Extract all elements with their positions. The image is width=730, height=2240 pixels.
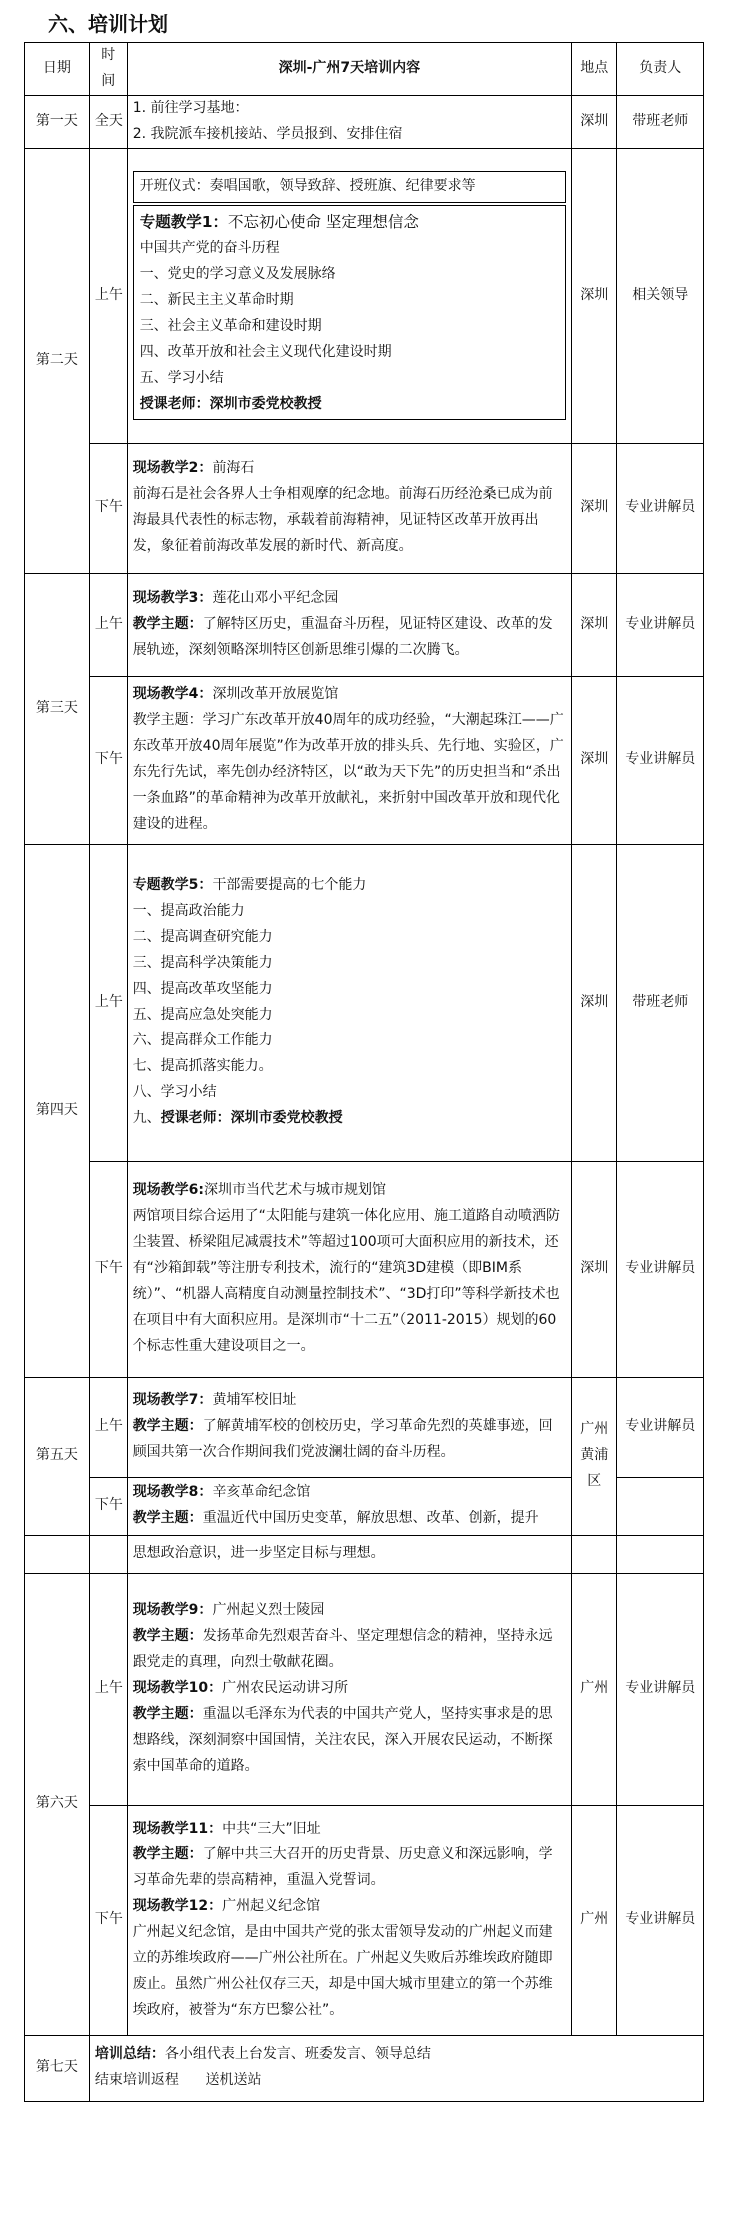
site-8-label: 现场教学8： (132, 1484, 213, 1501)
day3-am-content (127, 573, 571, 676)
day7-label: 第七天 (25, 2035, 90, 2101)
day5-pm-time: 下午 (89, 1477, 127, 1535)
site-7-label: 现场教学7： (132, 1392, 213, 1409)
day3-pm-content (127, 676, 571, 844)
site-2-desc: 前海石是社会各界人士争相观摩的纪念地。前海石历经沧桑已成为前海最具代表性的标志物，承载着前海精神，见证特区改革开放再出发，象征着前海改革发展的新时代、新高度。 (132, 486, 553, 554)
site-7-title: 黄埔军校旧址 (212, 1392, 297, 1409)
site-10-label: 现场教学10： (132, 1680, 223, 1697)
day2-am-content (127, 148, 571, 443)
lecture-1-line: 四、改革开放和社会主义现代化建设时期 (139, 343, 392, 360)
header-row (25, 43, 704, 96)
lecture-5-line: 一、提高政治能力 (132, 903, 245, 919)
site-4-desc: 教学主题：学习广东改革开放40周年的成功经验，“大潮起珠江——广东改革开放40周年展览”作为改革开放的排头兵、先行地、实验区，广东先行先试，率先创办经济特区，以“敢为天下先”的历史担当和“杀出一条血路”的革命精神为改革开放献礼，来折射中国改革开放和现代化建设的进程。 (132, 712, 564, 832)
day6-pm-row (25, 1805, 704, 2035)
lecture-5-line: 三、提高科学决策能力 (132, 954, 273, 971)
day4-am-time: 上午 (89, 844, 127, 1161)
day5-place-line: 黄浦 (580, 1447, 609, 1464)
day2-label: 第二天 (25, 148, 90, 573)
day4-pm-owner: 专业讲解员 (617, 1161, 704, 1377)
lecture-1-line: 一、党史的学习意义及发展脉络 (139, 266, 336, 283)
day1-owner: 带班老师 (617, 95, 704, 148)
site-12-label: 现场教学12： (132, 1898, 223, 1915)
day1-line: 1. 前往学习基地： (132, 99, 249, 116)
lecture-5-line: 四、提高改革攻坚能力 (132, 980, 273, 997)
day4-am-content (127, 844, 571, 1161)
lecture-5-teacher-prefix: 九、 (132, 1110, 161, 1127)
site-7-theme-label: 教学主题： (132, 1418, 203, 1435)
day2-am-owner: 相关领导 (617, 148, 704, 443)
summary-label: 培训总结： (94, 2046, 165, 2063)
day5-am-content (127, 1377, 571, 1477)
day6-am-content (127, 1573, 571, 1805)
lecture-5-line: 八、学习小结 (132, 1084, 217, 1101)
header-content: 深圳-广州7天培训内容 (127, 43, 571, 96)
site-3-title: 莲花山邓小平纪念园 (212, 589, 339, 606)
header-time: 时间 (89, 43, 127, 96)
day4-am-place: 深圳 (572, 844, 617, 1161)
day3-pm-time: 下午 (89, 676, 127, 844)
header-place: 地点 (572, 43, 617, 96)
day3-am-row (25, 573, 704, 676)
site-12-title: 广州起义纪念馆 (222, 1898, 321, 1915)
blank-cell (572, 1535, 617, 1573)
day6-am-time: 上午 (89, 1573, 127, 1805)
day6-am-owner: 专业讲解员 (617, 1573, 704, 1805)
day5-am-row (25, 1377, 704, 1477)
site-9-theme-label: 教学主题： (132, 1628, 203, 1645)
site-11-theme-label: 教学主题： (132, 1846, 203, 1863)
day4-am-row (25, 844, 704, 1161)
day2-pm-place: 深圳 (572, 443, 617, 573)
day1-row (25, 95, 704, 148)
summary-text: 各小组代表上台发言、班委发言、领导总结 (164, 2046, 431, 2063)
day4-label: 第四天 (25, 844, 90, 1377)
site-8-theme-cont: 思想政治意识，进一步坚定目标与理想。 (127, 1535, 571, 1573)
site-8-theme-label: 教学主题： (132, 1510, 203, 1527)
site-8-title: 辛亥革命纪念馆 (212, 1484, 311, 1501)
lecture-1-title: 不忘初心使命 坚定理想信念 (227, 212, 419, 231)
site-8-theme: 重温近代中国历史变革，解放思想、改革、创新，提升 (202, 1510, 539, 1527)
lecture-1-line: 五、学习小结 (139, 369, 224, 386)
site-10-theme: 重温以毛泽东为代表的中国共产党人，坚持实事求是的思想路线，深刻洞察中国国情，关注农民，深入开展农民运动，不断探索中国革命的道路。 (132, 1706, 553, 1774)
lecture-1-label: 专题教学1： (139, 212, 228, 231)
day2-am-time: 上午 (89, 148, 127, 443)
site-6-label: 现场教学6: (132, 1182, 205, 1199)
opening-ceremony: 开班仪式：奏唱国歌，领导致辞、授班旗、纪律要求等 (133, 171, 566, 203)
day6-am-row (25, 1573, 704, 1805)
end-line: 结束培训返程 送机送站 (94, 2072, 262, 2089)
site-4-title: 深圳改革开放展览馆 (212, 686, 339, 703)
site-2-label: 现场教学2： (132, 460, 213, 477)
day5-pm-owner-empty (617, 1477, 704, 1535)
blank-cell (25, 1535, 90, 1573)
blank-cell (89, 1535, 127, 1573)
lecture-1 (133, 205, 566, 421)
lecture-5-line: 六、提高群众工作能力 (132, 1032, 273, 1049)
day2-pm-time: 下午 (89, 443, 127, 573)
lecture-5-line: 七、提高抓落实能力。 (132, 1058, 273, 1075)
lecture-1-teacher: 授课老师：深圳市委党校教授 (139, 395, 322, 412)
day1-line: 2. 我院派车接机接站、学员报到、安排住宿 (132, 125, 403, 142)
site-3-theme: 了解特区历史，重温奋斗历程，见证特区建设、改革的发展轨迹，深刻领略深圳特区创新思维引爆的二次腾飞。 (132, 615, 553, 658)
day6-pm-content (127, 1805, 571, 2035)
training-plan-table (24, 42, 704, 2102)
day5-pm-content (127, 1477, 571, 1535)
continuation-row (25, 1535, 704, 1573)
site-2-title: 前海石 (212, 460, 255, 477)
day5-label: 第五天 (25, 1377, 90, 1535)
day2-pm-row (25, 443, 704, 573)
site-11-theme: 了解中共三大召开的历史背景、历史意义和深远影响，学习革命先辈的崇高精神，重温入党誓词。 (132, 1846, 553, 1889)
header-owner: 负责人 (617, 43, 704, 96)
header-date: 日期 (25, 43, 90, 96)
site-11-title: 中共“三大”旧址 (222, 1820, 321, 1837)
day7-row (25, 2035, 704, 2101)
day4-pm-content (127, 1161, 571, 1377)
lecture-5-line: 五、提高应急处突能力 (132, 1006, 273, 1023)
day2-am-row (25, 148, 704, 443)
day7-content (89, 2035, 703, 2101)
lecture-5-label: 专题教学5： (132, 877, 213, 894)
lecture-5-line: 二、提高调查研究能力 (132, 928, 273, 945)
day3-am-place: 深圳 (572, 573, 617, 676)
site-9-title: 广州起义烈士陵园 (212, 1602, 325, 1619)
day1-content (127, 95, 571, 148)
day5-place-line: 广州 (580, 1421, 609, 1438)
site-7-theme: 了解黄埔军校的创校历史，学习革命先烈的英雄事迹，回顾国共第一次合作期间我们党波澜壮阔的奋斗历程。 (132, 1418, 553, 1460)
day2-pm-owner: 专业讲解员 (617, 443, 704, 573)
lecture-5-teacher: 授课老师：深圳市委党校教授 (160, 1110, 343, 1127)
site-11-label: 现场教学11： (132, 1820, 223, 1837)
site-9-theme: 发扬革命先烈艰苦奋斗、坚定理想信念的精神，坚持永远跟党走的真理，向烈士敬献花圈。 (132, 1628, 553, 1671)
site-12-desc: 广州起义纪念馆，是由中国共产党的张太雷领导发动的广州起义而建立的苏维埃政府——广州公社所在。广州起义失败后苏维埃政府随即废止。虽然广州公社仅存三天，却是中国大城市里建立的第一个苏维埃政府，被誉为“东方巴黎公社”。 (132, 1924, 553, 2018)
day4-am-owner: 带班老师 (617, 844, 704, 1161)
day5-am-time: 上午 (89, 1377, 127, 1477)
day2-am-place: 深圳 (572, 148, 617, 443)
lecture-1-line: 三、社会主义革命和建设时期 (139, 317, 322, 334)
site-10-title: 广州农民运动讲习所 (222, 1680, 349, 1697)
day6-pm-place: 广州 (572, 1805, 617, 2035)
site-9-label: 现场教学9： (132, 1602, 213, 1619)
day4-pm-place: 深圳 (572, 1161, 617, 1377)
day6-label: 第六天 (25, 1573, 90, 2035)
day1-label: 第一天 (25, 95, 90, 148)
day6-pm-time: 下午 (89, 1805, 127, 2035)
site-3-label: 现场教学3： (132, 589, 213, 606)
site-6-title: 深圳市当代艺术与城市规划馆 (204, 1182, 387, 1199)
day5-place (572, 1377, 617, 1535)
lecture-1-line: 中国共产党的奋斗历程 (139, 240, 280, 257)
lecture-5-title: 干部需要提高的七个能力 (212, 877, 367, 894)
day3-pm-row (25, 676, 704, 844)
day6-am-place: 广州 (572, 1573, 617, 1805)
lecture-1-line: 二、新民主主义革命时期 (139, 292, 294, 308)
site-6-desc: 两馆项目综合运用了“太阳能与建筑一体化应用、施工道路自动喷洒防尘装置、桥梁阻尼减震技术”等超过100项可大面积应用的新技术，还有“沙箱卸载”等注册专利技术，流行的“建筑3D建模（即BIM系统）”、“机器人高精度自动测量控制技术”、“3D打印”等科学新技术也在项目中有大面积应用。是深圳市“十二五”（2011-2015）规划的60个标志性重大建设项目之一。 (132, 1208, 560, 1354)
blank-cell (617, 1535, 704, 1573)
day3-pm-place: 深圳 (572, 676, 617, 844)
section-title: 六、培训计划 (48, 12, 168, 36)
day3-am-time: 上午 (89, 573, 127, 676)
day6-pm-owner: 专业讲解员 (617, 1805, 704, 2035)
day4-pm-time: 下午 (89, 1161, 127, 1377)
day1-place: 深圳 (572, 95, 617, 148)
day5-place-line: 区 (587, 1473, 602, 1489)
day3-pm-owner: 专业讲解员 (617, 676, 704, 844)
day5-am-owner: 专业讲解员 (617, 1377, 704, 1477)
site-10-theme-label: 教学主题： (132, 1706, 203, 1722)
day1-time: 全天 (89, 95, 127, 148)
day2-pm-content (127, 443, 571, 573)
day3-am-owner: 专业讲解员 (617, 573, 704, 676)
site-3-theme-label: 教学主题： (132, 615, 203, 632)
day3-label: 第三天 (25, 573, 90, 844)
day4-pm-row (25, 1161, 704, 1377)
site-4-label: 现场教学4： (132, 686, 213, 703)
